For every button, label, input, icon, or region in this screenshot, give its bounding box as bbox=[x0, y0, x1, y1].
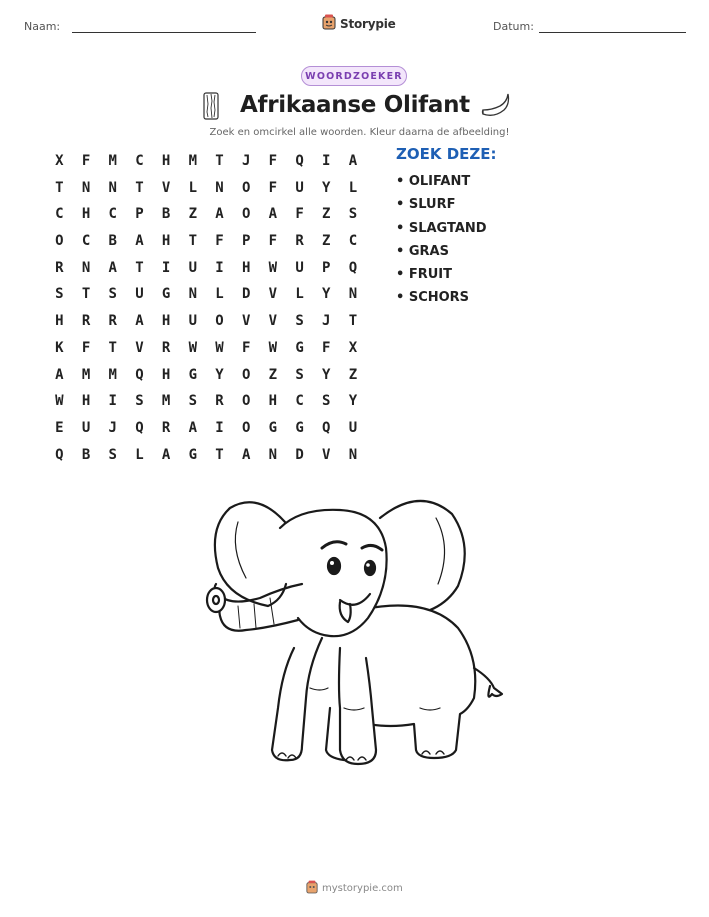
grid-cell[interactable]: R bbox=[161, 339, 171, 356]
grid-cell[interactable]: K bbox=[55, 339, 64, 356]
grid-cell[interactable]: N bbox=[108, 179, 117, 196]
grid-cell[interactable]: Z bbox=[322, 206, 331, 223]
grid-cell[interactable]: A bbox=[188, 419, 197, 436]
grid-cell[interactable]: R bbox=[81, 313, 91, 330]
grid-cell[interactable]: R bbox=[108, 313, 117, 330]
grid-cell[interactable]: Z bbox=[322, 233, 331, 250]
grid-cell[interactable]: X bbox=[55, 153, 64, 169]
grid-cell[interactable]: I bbox=[161, 259, 171, 276]
grid-cell[interactable]: C bbox=[295, 393, 304, 410]
instructions: Zoek en omcirkel alle woorden. Kleur daarna de afbeelding! bbox=[209, 127, 510, 138]
grid-cell[interactable]: A bbox=[135, 233, 144, 250]
grid-cell[interactable]: T bbox=[135, 179, 144, 196]
grid-row bbox=[46, 308, 366, 335]
grid-cell[interactable]: U bbox=[188, 259, 197, 276]
word-search-grid[interactable] bbox=[46, 148, 366, 468]
grid-cell[interactable]: H bbox=[161, 153, 171, 169]
grid-cell[interactable]: W bbox=[268, 339, 278, 356]
grid-row bbox=[46, 201, 366, 228]
grid-cell[interactable]: A bbox=[215, 206, 224, 223]
grid-cell[interactable]: O bbox=[55, 233, 64, 250]
grid-cell[interactable]: Q bbox=[135, 419, 144, 436]
grid-cell[interactable]: Z bbox=[348, 366, 358, 383]
grid-cell[interactable]: U bbox=[295, 179, 304, 196]
grid-cell[interactable]: T bbox=[135, 259, 144, 276]
grid-row bbox=[46, 362, 366, 389]
grid-cell[interactable]: A bbox=[241, 446, 251, 463]
grid-cell[interactable]: Q bbox=[55, 446, 64, 463]
grid-cell[interactable]: V bbox=[268, 286, 278, 303]
grid-cell[interactable]: T bbox=[81, 286, 91, 303]
footer bbox=[306, 879, 403, 898]
grid-cell[interactable]: O bbox=[241, 179, 251, 196]
grid-cell[interactable]: G bbox=[268, 419, 278, 436]
grid-cell[interactable]: Y bbox=[215, 366, 224, 383]
word-list-item: • OLIFANT bbox=[396, 174, 471, 189]
word-list-item: • SCHORS bbox=[396, 290, 470, 306]
grid-cell[interactable]: N bbox=[81, 259, 91, 276]
grid-cell[interactable]: Q bbox=[322, 419, 331, 436]
grid-cell[interactable]: N bbox=[268, 446, 278, 463]
grid-cell[interactable]: A bbox=[135, 313, 144, 330]
grid-cell[interactable]: F bbox=[268, 233, 278, 250]
grid-cell[interactable]: T bbox=[215, 446, 224, 463]
grid-cell[interactable]: O bbox=[241, 393, 251, 410]
grid-cell[interactable]: L bbox=[135, 446, 144, 463]
grid-cell[interactable]: F bbox=[322, 339, 331, 356]
grid-cell[interactable]: N bbox=[188, 286, 197, 303]
grid-cell[interactable]: F bbox=[268, 153, 278, 169]
grid-cell[interactable]: G bbox=[295, 339, 304, 356]
grid-cell[interactable]: J bbox=[241, 153, 251, 169]
grid-cell[interactable]: N bbox=[348, 446, 358, 463]
grid-cell[interactable]: W bbox=[55, 393, 64, 410]
grid-cell[interactable]: H bbox=[268, 393, 278, 410]
grid-cell[interactable]: T bbox=[108, 339, 117, 356]
grid-cell[interactable]: H bbox=[241, 259, 251, 276]
brand-name: Storypie bbox=[340, 17, 396, 31]
grid-cell[interactable]: V bbox=[322, 446, 331, 463]
grid-row bbox=[46, 255, 366, 282]
grid-cell[interactable]: B bbox=[81, 446, 91, 463]
grid-cell[interactable]: C bbox=[55, 206, 64, 223]
grid-cell[interactable]: O bbox=[241, 206, 251, 223]
grid-cell[interactable]: F bbox=[215, 233, 224, 250]
grid-cell[interactable]: R bbox=[55, 259, 64, 276]
grid-cell[interactable]: M bbox=[108, 366, 117, 383]
grid-cell[interactable]: J bbox=[322, 313, 331, 330]
grid-cell[interactable]: H bbox=[81, 393, 91, 410]
grid-cell[interactable]: Y bbox=[322, 286, 331, 303]
grid-cell[interactable]: V bbox=[241, 313, 251, 330]
word-list-title: ZOEK DEZE: bbox=[396, 145, 497, 163]
grid-cell[interactable]: S bbox=[135, 393, 144, 410]
grid-cell[interactable]: V bbox=[135, 339, 144, 356]
date-label: Datum: bbox=[493, 20, 534, 33]
grid-row bbox=[46, 388, 366, 415]
grid-cell[interactable]: E bbox=[55, 419, 64, 436]
grid-cell[interactable]: U bbox=[295, 259, 304, 276]
grid-cell[interactable]: P bbox=[135, 206, 144, 223]
grid-row bbox=[46, 335, 366, 362]
tusk-icon bbox=[480, 92, 512, 124]
grid-cell[interactable]: Q bbox=[295, 153, 304, 169]
grid-cell[interactable]: O bbox=[215, 313, 224, 330]
grid-cell[interactable]: T bbox=[188, 233, 197, 250]
grid-cell[interactable]: H bbox=[55, 313, 64, 330]
grid-cell[interactable]: B bbox=[161, 206, 171, 223]
elephant-illustration[interactable] bbox=[190, 488, 510, 782]
grid-cell[interactable]: L bbox=[188, 179, 197, 196]
grid-cell[interactable]: S bbox=[348, 206, 358, 223]
grid-cell[interactable]: O bbox=[241, 366, 251, 383]
grid-cell[interactable]: F bbox=[241, 339, 251, 356]
grid-cell[interactable]: Q bbox=[135, 366, 144, 383]
grid-cell[interactable]: L bbox=[348, 179, 358, 196]
grid-cell[interactable]: Y bbox=[322, 179, 331, 196]
grid-cell[interactable]: N bbox=[81, 179, 91, 196]
grid-cell[interactable]: H bbox=[81, 206, 91, 223]
grid-cell[interactable]: S bbox=[55, 286, 64, 303]
grid-cell[interactable]: T bbox=[55, 179, 64, 196]
grid-cell[interactable]: U bbox=[135, 286, 144, 303]
grid-cell[interactable]: V bbox=[161, 179, 171, 196]
bark-icon bbox=[202, 92, 220, 124]
brand bbox=[322, 14, 396, 34]
grid-cell[interactable]: R bbox=[161, 419, 171, 436]
grid-cell[interactable]: C bbox=[135, 153, 144, 169]
grid-cell[interactable]: A bbox=[348, 153, 358, 169]
grid-cell[interactable]: Y bbox=[322, 366, 331, 383]
word-list bbox=[396, 170, 487, 310]
word-list-item: • GRAS bbox=[396, 243, 449, 259]
grid-cell[interactable]: M bbox=[161, 393, 171, 410]
grid-cell[interactable]: A bbox=[161, 446, 171, 463]
grid-row bbox=[46, 148, 366, 175]
grid-cell[interactable]: G bbox=[188, 446, 197, 463]
grid-row bbox=[46, 415, 366, 442]
page-title: Afrikaanse Olifant bbox=[240, 92, 470, 118]
grid-cell[interactable]: Y bbox=[348, 393, 358, 410]
grid-cell[interactable]: S bbox=[295, 366, 304, 383]
grid-cell[interactable]: X bbox=[348, 339, 358, 356]
grid-cell[interactable]: C bbox=[348, 233, 358, 250]
grid-cell[interactable]: S bbox=[322, 393, 331, 410]
grid-cell[interactable]: L bbox=[215, 286, 224, 303]
grid-row bbox=[46, 281, 366, 308]
grid-cell[interactable]: I bbox=[215, 259, 224, 276]
grid-cell[interactable]: Q bbox=[348, 259, 358, 276]
grid-cell[interactable]: S bbox=[108, 446, 117, 463]
date-line[interactable] bbox=[539, 32, 686, 33]
footer-url[interactable]: mystorypie.com bbox=[322, 883, 403, 894]
grid-cell[interactable]: B bbox=[108, 233, 117, 250]
grid-cell[interactable]: H bbox=[161, 366, 171, 383]
grid-cell[interactable]: L bbox=[295, 286, 304, 303]
word-list-item: • SLURF bbox=[396, 197, 456, 213]
grid-cell[interactable]: A bbox=[55, 366, 64, 383]
grid-cell[interactable]: S bbox=[188, 393, 197, 410]
grid-cell[interactable]: G bbox=[188, 366, 197, 383]
grid-cell[interactable]: A bbox=[268, 206, 278, 223]
grid-cell[interactable]: F bbox=[295, 206, 304, 223]
grid-cell[interactable]: T bbox=[215, 153, 224, 169]
word-list-item: • FRUIT bbox=[396, 267, 452, 283]
grid-cell[interactable]: G bbox=[161, 286, 171, 303]
grid-cell[interactable]: F bbox=[81, 339, 91, 356]
grid-cell[interactable]: W bbox=[188, 339, 197, 356]
grid-cell[interactable]: O bbox=[241, 419, 251, 436]
name-line[interactable] bbox=[72, 32, 256, 33]
grid-cell[interactable]: V bbox=[268, 313, 278, 330]
grid-cell[interactable]: N bbox=[215, 179, 224, 196]
grid-cell[interactable]: D bbox=[241, 286, 251, 303]
grid-cell[interactable]: R bbox=[215, 393, 224, 410]
grid-cell[interactable]: C bbox=[108, 206, 117, 223]
name-label: Naam: bbox=[24, 20, 61, 33]
grid-cell[interactable]: I bbox=[108, 393, 117, 410]
grid-cell[interactable]: W bbox=[268, 259, 278, 276]
grid-cell[interactable]: D bbox=[295, 446, 304, 463]
grid-cell[interactable]: F bbox=[268, 179, 278, 196]
grid-cell[interactable]: C bbox=[81, 233, 91, 250]
grid-cell[interactable]: J bbox=[108, 419, 117, 436]
grid-cell[interactable]: M bbox=[108, 153, 117, 169]
grid-cell[interactable]: Z bbox=[188, 206, 197, 223]
grid-cell[interactable]: A bbox=[108, 259, 117, 276]
category-badge: WOORDZOEKER bbox=[301, 66, 407, 86]
grid-cell[interactable]: W bbox=[215, 339, 224, 356]
grid-row bbox=[46, 442, 366, 469]
grid-cell[interactable]: S bbox=[295, 313, 304, 330]
grid-cell[interactable]: I bbox=[322, 153, 331, 169]
grid-cell[interactable]: R bbox=[295, 233, 304, 250]
grid-cell[interactable]: U bbox=[188, 313, 197, 330]
storypie-logo-icon bbox=[322, 14, 336, 34]
grid-cell[interactable]: H bbox=[161, 233, 171, 250]
grid-cell[interactable]: H bbox=[161, 313, 171, 330]
grid-cell[interactable]: N bbox=[348, 286, 358, 303]
grid-cell[interactable]: Z bbox=[268, 366, 278, 383]
word-list-item: • SLAGTAND bbox=[396, 220, 487, 236]
grid-cell[interactable]: M bbox=[188, 153, 197, 169]
grid-cell[interactable]: I bbox=[215, 419, 224, 436]
grid-row bbox=[46, 228, 366, 255]
grid-cell[interactable]: U bbox=[81, 419, 91, 436]
storypie-logo-icon bbox=[306, 879, 318, 898]
grid-cell[interactable]: M bbox=[81, 366, 91, 383]
grid-cell[interactable]: P bbox=[322, 259, 331, 276]
grid-row bbox=[46, 175, 366, 202]
grid-cell[interactable]: F bbox=[81, 153, 91, 169]
grid-cell[interactable]: G bbox=[295, 419, 304, 436]
grid-cell[interactable]: P bbox=[241, 233, 251, 250]
grid-cell[interactable]: T bbox=[348, 313, 358, 330]
grid-cell[interactable]: U bbox=[348, 419, 358, 436]
grid-cell[interactable]: S bbox=[108, 286, 117, 303]
